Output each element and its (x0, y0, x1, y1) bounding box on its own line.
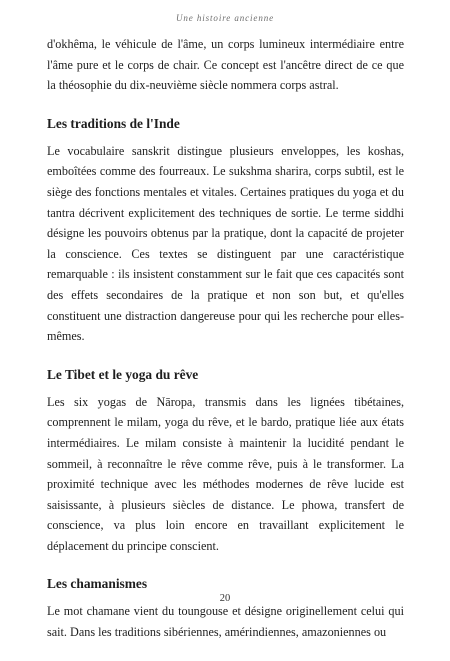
section-paragraph: Les six yogas de Nāropa, transmis dans les lignées tibétaines, comprennent le milam, yoga du rêve, et le bardo, pratique liée aux états intermédiaires. Le milam consiste à maintenir la lucidité pendant le sommeil, à reconnaître le rêve comme rêve, puis à le transformer. La proximité technique avec les méthodes modernes de rêve lucide est saisissante, à plusieurs siècles de distance. Le phowa, transfert de conscience, va plus loin encore en travaillant explicitement le déplacement du principe conscient. (47, 394, 404, 553)
opening-paragraph: d'okhêma, le véhicule de l'âme, un corps lumineux intermédiaire entre l'âme pure et le corps de chair. Ce concept est l'ancêtre direct de ce que la théosophie du dix-neuvième siècle nommera corps astral. (47, 37, 404, 93)
section-heading: Les traditions de l'Inde (47, 115, 180, 131)
body-text (47, 34, 404, 661)
page-number: 20 (219, 593, 231, 604)
section-traditions-inde (47, 114, 404, 347)
section-heading: Le Tibet et le yoga du rêve (47, 366, 199, 382)
running-head: Une histoire ancienne (175, 13, 275, 23)
section-chamanismes (47, 574, 404, 642)
section-heading: Les chamanismes (47, 576, 148, 592)
section-tibet-yoga-reve (47, 365, 404, 557)
section-paragraph: Le vocabulaire sanskrit distingue plusieurs enveloppes, les koshas, emboîtées comme des fourreaux. Le sukshma sharira, corps subtil, est le siège des fonctions mentales et vitales. Certaines pratiques du yoga et du tantra décrivent explicitement des techniques de sortie. Le terme siddhi désigne les pouvoirs obtenus par la pratique, dont la capacité de projeter la conscience. Ces textes se distinguent par une caractéristique remarquable : ils insistent constamment sur le fait que ces capacités sont des effets secondaires de la pratique et non son but, et qu'elles constituent une distraction dangereuse pour qui les recherche pour elles-mêmes. (47, 143, 404, 344)
section-paragraph: Le mot chamane vient du toungouse et désigne originellement celui qui sait. Dans les traditions sibériennes, amérindiennes, amazoniennes ou (47, 604, 404, 640)
